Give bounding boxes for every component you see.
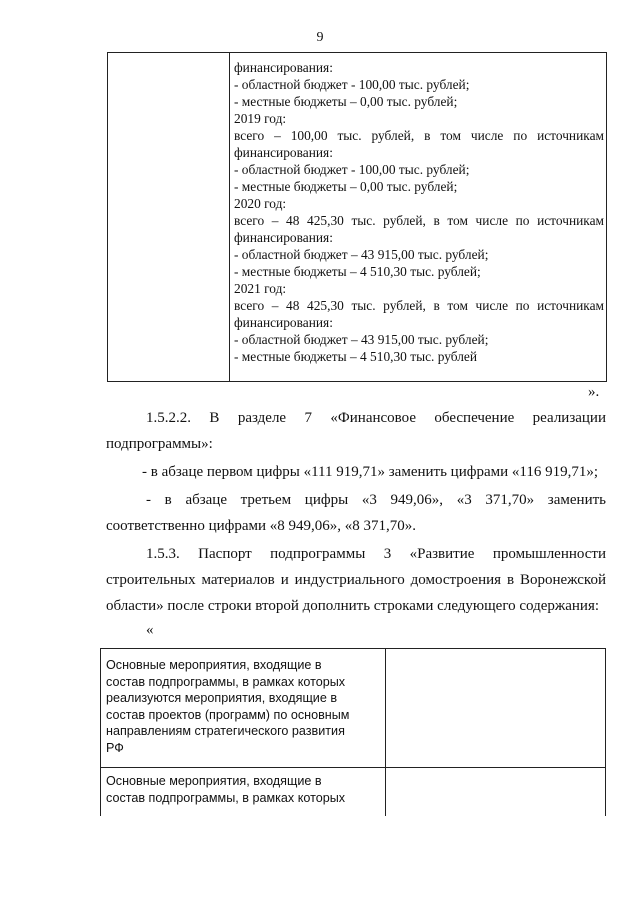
paragraph-line: подпрограммы»: bbox=[106, 436, 213, 452]
paragraph-line: строительных материалов и индустриального домостроения в Воронежской bbox=[106, 572, 606, 588]
paragraph-1-5-3 bbox=[106, 545, 606, 615]
table-column-divider bbox=[229, 53, 230, 381]
table-column-divider bbox=[385, 649, 386, 816]
table-line: - местные бюджеты – 4 510,30 тыс. рублей; bbox=[234, 264, 481, 279]
paragraph-1-5-2-2 bbox=[106, 409, 606, 453]
table-line: - местные бюджеты – 0,00 тыс. рублей; bbox=[234, 179, 458, 194]
paragraph-line: - в абзаце третьем цифры «3 949,06», «3 371,70» заменить bbox=[146, 492, 606, 508]
item-first-abzac bbox=[106, 463, 606, 481]
table-line: реализуются мероприятия, входящие в bbox=[106, 691, 338, 705]
table-line: состав подпрограммы, в рамках которых bbox=[106, 674, 346, 689]
table-line: - областной бюджет - 100,00 тыс. рублей; bbox=[234, 162, 470, 177]
table-row-1-label bbox=[106, 657, 382, 756]
table-line: финансирования: bbox=[234, 145, 333, 160]
funding-table bbox=[107, 52, 607, 382]
table-line: направлениям стратегического развития bbox=[106, 724, 345, 738]
paragraph-line: - в абзаце первом цифры «111 919,71» заменить цифрами «116 919,71»; bbox=[142, 464, 598, 480]
table-line: всего – 100,00 тыс. рублей, в том числе по источникам bbox=[234, 128, 604, 143]
table-line: - местные бюджеты – 0,00 тыс. рублей; bbox=[234, 94, 458, 109]
paragraph-line: соответственно цифрами «8 949,06», «8 371,70». bbox=[106, 518, 417, 534]
table-line: всего – 48 425,30 тыс. рублей, в том числе по источникам bbox=[234, 213, 604, 228]
table-line: РФ bbox=[106, 740, 124, 755]
table-line: - областной бюджет - 100,00 тыс. рублей; bbox=[234, 77, 470, 92]
table-line: Основные мероприятия, входящие в bbox=[106, 658, 322, 672]
opening-quote: « bbox=[146, 622, 154, 638]
table-line: 2020 год: bbox=[234, 196, 287, 211]
table-line: финансирования: bbox=[234, 315, 333, 330]
table-line: - местные бюджеты – 4 510,30 тыс. рублей bbox=[234, 349, 478, 364]
table-line: - областной бюджет – 43 915,00 тыс. рублей; bbox=[234, 247, 489, 262]
table-line: 2021 год: bbox=[234, 281, 287, 296]
paragraph-line: 1.5.3. Паспорт подпрограммы 3 «Развитие промышленности bbox=[146, 546, 606, 562]
table-row-2-label bbox=[106, 773, 382, 806]
table-line: всего – 48 425,30 тыс. рублей, в том числе по источникам bbox=[234, 298, 604, 313]
passport-table bbox=[100, 648, 606, 816]
item-third-abzac bbox=[106, 491, 606, 535]
table-line: - областной бюджет – 43 915,00 тыс. рублей; bbox=[234, 332, 489, 347]
table-line: финансирования: bbox=[234, 230, 333, 245]
table-line: состав подпрограммы, в рамках которых bbox=[106, 790, 346, 805]
table-line: финансирования: bbox=[234, 60, 333, 75]
table-line: Основные мероприятия, входящие в bbox=[106, 774, 322, 788]
table-row-divider bbox=[101, 767, 605, 768]
closing-quote: ». bbox=[588, 384, 600, 400]
funding-table-cell bbox=[234, 59, 604, 365]
page-number: 9 bbox=[316, 30, 324, 45]
table-line: состав проектов (программ) по основным bbox=[106, 707, 350, 722]
table-line: 2019 год: bbox=[234, 111, 287, 126]
paragraph-line: 1.5.2.2. В разделе 7 «Финансовое обеспечение реализации bbox=[146, 410, 606, 426]
paragraph-line: области» после строки второй дополнить строками следующего содержания: bbox=[106, 598, 600, 614]
